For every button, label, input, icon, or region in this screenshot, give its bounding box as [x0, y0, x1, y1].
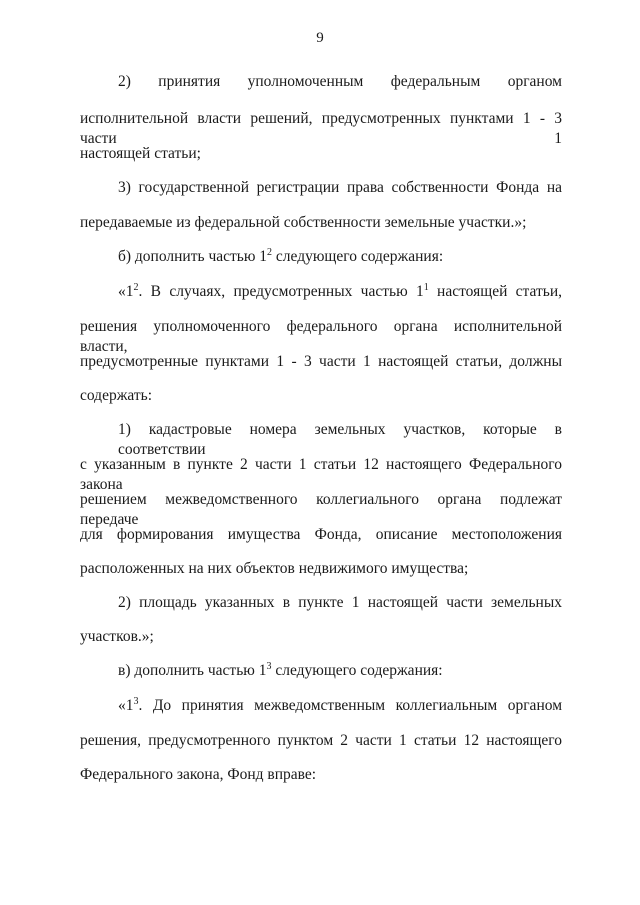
amendment-b-prefix: б) дополнить частью 1 — [118, 248, 268, 265]
part12-line-1 — [118, 282, 562, 302]
amendment-v-prefix: в) дополнить частью 1 — [118, 662, 267, 679]
part12-line-4: содержать: — [80, 387, 153, 404]
part12-line-3: предусмотренные пунктами 1 - 3 части 1 настоящей статьи, должны — [80, 353, 562, 370]
part13-line-2: решения, предусмотренного пунктом 2 части 1 статьи 12 настоящего — [80, 732, 562, 749]
sub2-line-2: участков.»; — [80, 628, 154, 645]
amendment-v-sup: 3 — [266, 661, 272, 672]
page-number: 9 — [316, 30, 324, 46]
part12-line-2: решения уполномоченного федерального органа исполнительной власти, — [80, 318, 562, 355]
part13-sup: 3 — [133, 696, 139, 707]
sub1-line-1: 1) кадастровые номера земельных участков, которые в соответствии — [118, 421, 562, 458]
sub1-line-5: расположенных на них объектов недвижимого имущества; — [80, 560, 469, 577]
item2-line-2: исполнительной власти решений, предусмотренных пунктами 1 - 3 части 1 — [80, 110, 562, 147]
amendment-v-suffix: следующего содержания: — [271, 662, 443, 679]
part12-sup: 2 — [133, 282, 139, 293]
item3-line-2: передаваемые из федеральной собственности земельные участки.»; — [80, 214, 527, 231]
part12-sup2: 1 — [423, 282, 429, 293]
item2-line-1: 2) принятия уполномоченным федеральным органом — [118, 73, 562, 90]
part13-line-1 — [118, 696, 562, 716]
amendment-v — [118, 661, 562, 681]
part12-end: настоящей статьи, — [428, 283, 563, 300]
part13-rest: . До принятия межведомственным коллегиальным органом — [138, 697, 562, 714]
part12-open: «1 — [118, 283, 134, 300]
sub1-line-2: с указанным в пункте 2 части 1 статьи 12 настоящего Федерального закона — [80, 456, 562, 493]
sub2-line-1: 2) площадь указанных в пункте 1 настоящей части земельных — [118, 594, 562, 611]
item3-line-1: 3) государственной регистрации права собственности Фонда на — [118, 179, 562, 196]
part12-mid: . В случаях, предусмотренных частью 1 — [138, 283, 424, 300]
sub1-line-3: решением межведомственного коллегиального органа подлежат передаче — [80, 491, 562, 528]
amendment-b-suffix: следующего содержания: — [272, 248, 444, 265]
item2-line-3: настоящей статьи; — [80, 145, 201, 162]
part13-open: «1 — [118, 697, 134, 714]
amendment-b — [118, 247, 562, 267]
part13-line-3: Федерального закона, Фонд вправе: — [80, 766, 317, 783]
amendment-b-sup: 2 — [267, 247, 273, 258]
sub1-line-4: для формирования имущества Фонда, описание местоположения — [80, 526, 562, 543]
